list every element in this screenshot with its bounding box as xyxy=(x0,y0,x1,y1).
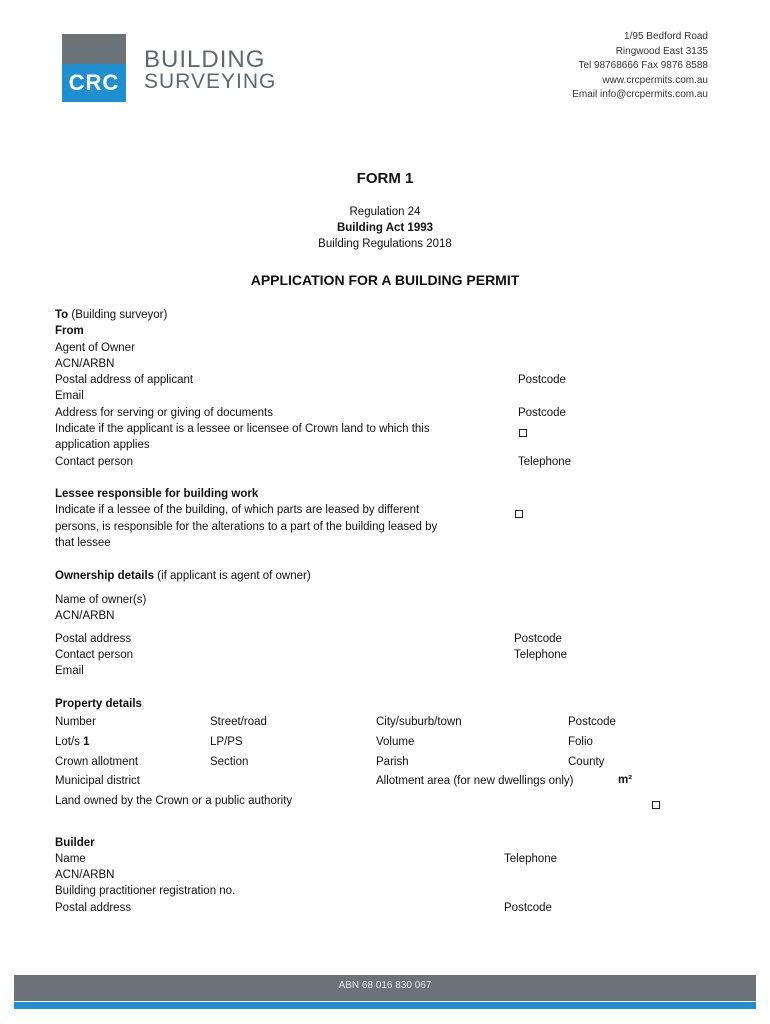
logo-mark: CRC xyxy=(62,64,126,102)
crown-land-checkbox[interactable] xyxy=(652,801,660,809)
lpps-label: LP/PS xyxy=(210,736,243,748)
postal-address-label: Postal address of applicant xyxy=(55,374,194,386)
to-line xyxy=(55,308,167,323)
lessee-text-line1: Indicate if a lessee of the building, of which parts are leased by different xyxy=(55,504,420,516)
lots-value: 1 xyxy=(83,736,90,748)
address-line-1: 1/95 Bedford Road xyxy=(624,31,708,42)
owner-name-label: Name of owner(s) xyxy=(55,594,147,606)
folio-label: Folio xyxy=(568,736,593,748)
builder-telephone-label: Telephone xyxy=(504,853,558,865)
crown-allotment-label: Crown allotment xyxy=(55,756,139,768)
county-label: County xyxy=(568,756,605,768)
application-title: APPLICATION FOR A BUILDING PERMIT xyxy=(250,272,520,288)
logo-word-surveying: SURVEYING xyxy=(144,70,277,93)
property-street-label: Street/road xyxy=(210,716,267,728)
property-number-label: Number xyxy=(55,716,96,728)
website: www.crcpermits.com.au xyxy=(602,74,708,86)
logo-grey-block xyxy=(62,34,126,64)
municipal-district-label: Municipal district xyxy=(55,775,140,787)
to-label: To xyxy=(55,309,69,321)
lots-label: Lot/s xyxy=(55,736,84,748)
ownership-note: (if applicant is agent of owner) xyxy=(154,570,311,582)
lessee-text-line2: persons, is responsible for the alterations to a part of the building leased by xyxy=(55,521,438,533)
address-line-2: Ringwood East 3135 xyxy=(615,45,708,57)
builder-heading: Builder xyxy=(55,837,95,849)
owner-telephone-label: Telephone xyxy=(514,649,568,661)
contact-details xyxy=(572,30,708,103)
crown-land-label: Land owned by the Crown or a public authority xyxy=(55,795,293,807)
logo-word-building: BUILDING xyxy=(144,46,266,73)
serving-address-label: Address for serving or giving of documents xyxy=(55,407,273,419)
acn-label: ACN/ARBN xyxy=(55,358,115,370)
builder-name-label: Name xyxy=(55,853,86,865)
section-label: Section xyxy=(210,756,249,768)
email-label: Email xyxy=(55,390,84,402)
property-heading: Property details xyxy=(55,698,142,710)
phone-fax: Tel 98768666 Fax 9876 8588 xyxy=(578,60,708,71)
ownership-heading-label: Ownership details xyxy=(55,570,155,582)
act-ref: Building Act 1993 xyxy=(336,222,434,234)
builder-registration-label: Building practitioner registration no. xyxy=(55,885,236,897)
lessee-checkbox[interactable] xyxy=(515,510,523,518)
postcode-label: Postcode xyxy=(518,374,566,386)
footer-abn: ABN 68 016 830 067 xyxy=(338,980,432,991)
footer-accent-bar xyxy=(14,1002,756,1009)
volume-label: Volume xyxy=(376,736,415,748)
crown-lessee-question-line1: Indicate if the applicant is a lessee or licensee of Crown land to which this xyxy=(55,423,430,435)
company-logo xyxy=(62,34,297,104)
regulations-ref: Building Regulations 2018 xyxy=(318,238,452,250)
lots-line xyxy=(55,735,90,750)
agent-label: Agent of Owner xyxy=(55,342,135,354)
parish-label: Parish xyxy=(376,756,409,768)
crown-lessee-question-line2: application applies xyxy=(55,439,150,451)
allotment-area-label: Allotment area (for new dwellings only) xyxy=(376,775,574,787)
regulation-ref: Regulation 24 xyxy=(349,206,421,218)
footer-bar xyxy=(14,975,756,1001)
contact-person-label: Contact person xyxy=(55,456,133,468)
serving-postcode-label: Postcode xyxy=(518,407,566,419)
builder-postcode-label: Postcode xyxy=(504,902,552,914)
owner-contact-label: Contact person xyxy=(55,649,133,661)
property-city-label: City/suburb/town xyxy=(376,716,462,728)
to-note: (Building surveyor) xyxy=(68,309,168,321)
crown-lessee-checkbox[interactable] xyxy=(519,429,527,437)
from-label: From xyxy=(55,325,84,337)
owner-acn-label: ACN/ARBN xyxy=(55,610,115,622)
owner-postcode-label: Postcode xyxy=(514,633,562,645)
builder-postal-label: Postal address xyxy=(55,902,132,914)
lessee-heading: Lessee responsible for building work xyxy=(55,488,259,500)
telephone-label: Telephone xyxy=(518,456,572,468)
property-postcode-label: Postcode xyxy=(568,716,616,728)
owner-postal-label: Postal address xyxy=(55,633,132,645)
lessee-text-line3: that lessee xyxy=(55,537,111,549)
ownership-heading xyxy=(55,569,311,584)
owner-email-label: Email xyxy=(55,665,84,677)
form-title: FORM 1 xyxy=(356,170,414,187)
area-unit: m² xyxy=(618,774,633,786)
builder-acn-label: ACN/ARBN xyxy=(55,869,115,881)
contact-email: Email info@crcpermits.com.au xyxy=(572,89,708,100)
